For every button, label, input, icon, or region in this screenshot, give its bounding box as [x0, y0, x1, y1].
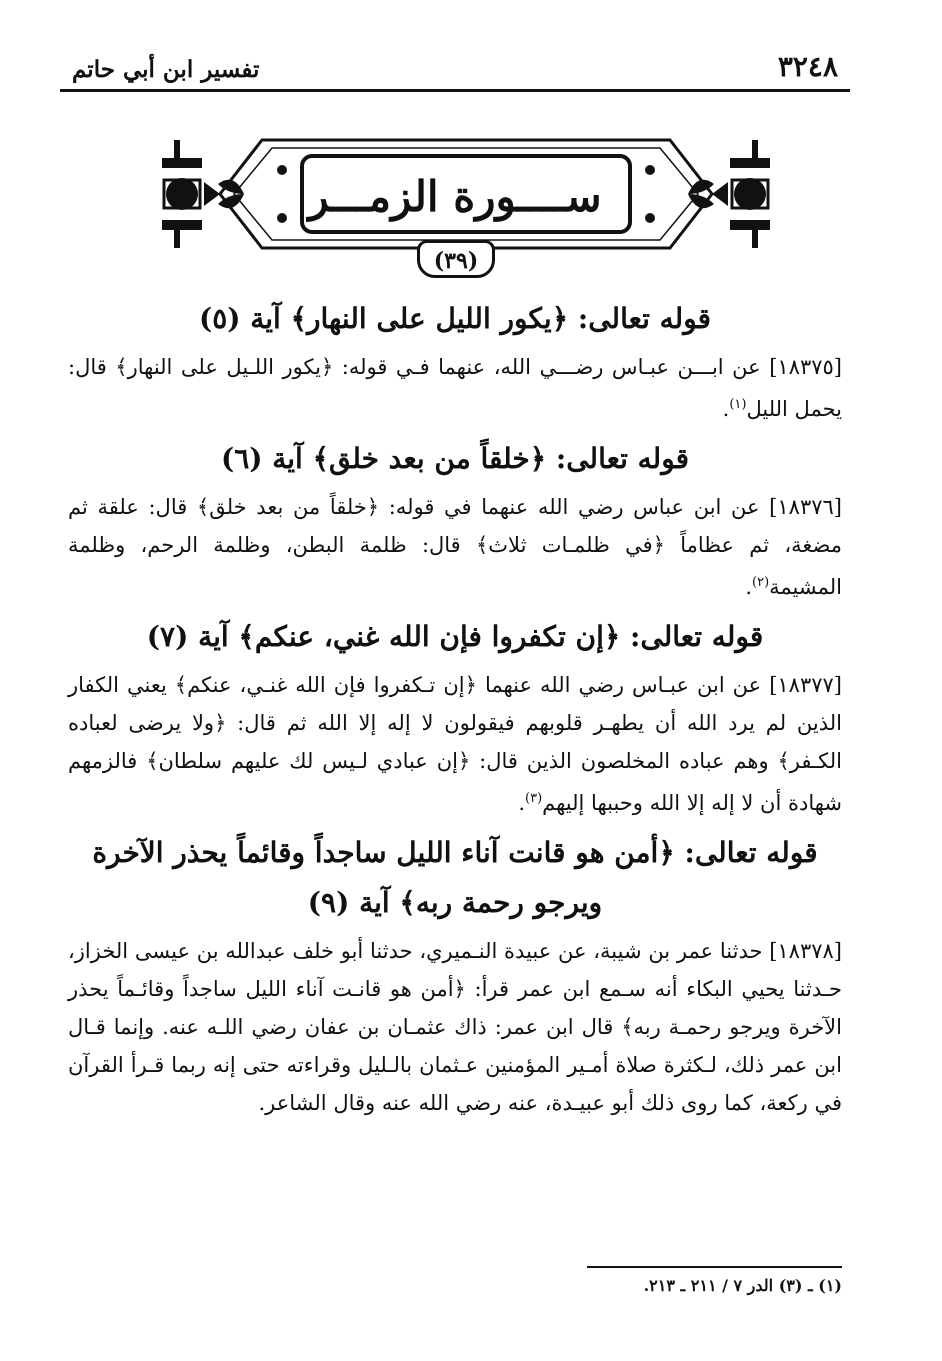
book-page: [60, 30, 850, 1340]
surah-title: ســــورة الزمـــر: [308, 172, 602, 221]
footnote-divider: [587, 1266, 842, 1268]
running-header: [60, 52, 850, 92]
narration-text: [١٨٣٧٦] عن ابن عباس رضي الله عنهما في قوله: ﴿خلقاً من بعد خلق﴾ قال: علقة ثم مضغة، ثم عظاماً ﴿في ظلمـات ثلاث﴾ قال: ظلمة البطن، وظلمة الرحم، وظلمة المشيمة: [68, 495, 842, 599]
narration-text: [١٨٣٧٨] حدثنا عمر بن شيبة، عن عبيدة النـميري، حدثنا أبو خلف عبدالله بن عيسى الخزاز، حـدثنا يحيي البكاء أنه سـمع ابن عمر قرأ: ﴿أمن هو قانـت آناء الليل ساجداً وقائـماً يحذر الآخرة ويرجو رحمـة ربه﴾ قال ابن عمر: ذاك عثمـان بن عفان رضي اللـه عنه. وإنما قـال ابن عمر ذلك، لـكثرة صلاة أمـير المؤمنين عـثمان بالـليل وقراءته حتى إنه ربما قـرأ القرآن في ركعة، كما روى ذلك أبو عبيـدة، عنه رضي الله عنه وقال الشاعر.: [68, 939, 842, 1115]
footnote: (١) ـ (٣) الدر ٧ / ٢١١ ـ ٢١٣.: [643, 1276, 842, 1295]
footnote-marker: (٢): [752, 575, 770, 590]
book-title: تفسير ابن أبي حاتم: [72, 56, 260, 83]
sentence-end: .: [745, 575, 753, 599]
narration-text: [١٨٣٧٥] عن ابـــن عبـاس رضـــي الله، عنهما فـي قوله: ﴿يكور اللـيل على النهار﴾ قال: يحمل الليل: [68, 355, 842, 421]
narration-paragraph: [68, 666, 842, 822]
narration-paragraph: [68, 488, 842, 606]
verse-heading: قوله تعالى: ﴿أمن هو قانت آناء الليل ساجداً وقائماً يحذر الآخرة ويرجو رحمة ربه﴾ آية (٩): [92, 836, 818, 919]
footnote-marker: (٣): [525, 791, 543, 806]
narration-paragraph: [68, 932, 842, 1122]
surah-number: (٣٩): [417, 240, 495, 278]
sentence-end: .: [518, 791, 526, 815]
verse-heading: قوله تعالى: ﴿يكور الليل على النهار﴾ آية (٥): [198, 302, 712, 335]
sentence-end: .: [722, 397, 730, 421]
commentary-body: [68, 288, 842, 1126]
verse-heading: قوله تعالى: ﴿إن تكفروا فإن الله غني، عنكم﴾ آية (٧): [146, 620, 764, 653]
page-number: ٣٢٤٨: [777, 50, 838, 83]
footnote-marker: (١): [729, 397, 747, 412]
verse-heading: قوله تعالى: ﴿خلقاً من بعد خلق﴾ آية (٦): [220, 442, 690, 475]
narration-paragraph: [68, 348, 842, 428]
narration-text: [١٨٣٧٧] عن ابن عبـاس رضي الله عنهما ﴿إن تـكفروا فإن الله غنـي، عنكم﴾ يعني الكفار الذين لم يرد الله أن يطهـر قلوبهم فيقولون لا إله إلا الله ثم قال: ﴿ولا يرضى لعباده الكـفر﴾ وهم عباده المخلصون الذين قال: ﴿إن عبادي لـيس لك عليهم سلطان﴾ فالزمهم شهادة أن لا إله إلا الله وحببها إليهم: [68, 673, 842, 815]
